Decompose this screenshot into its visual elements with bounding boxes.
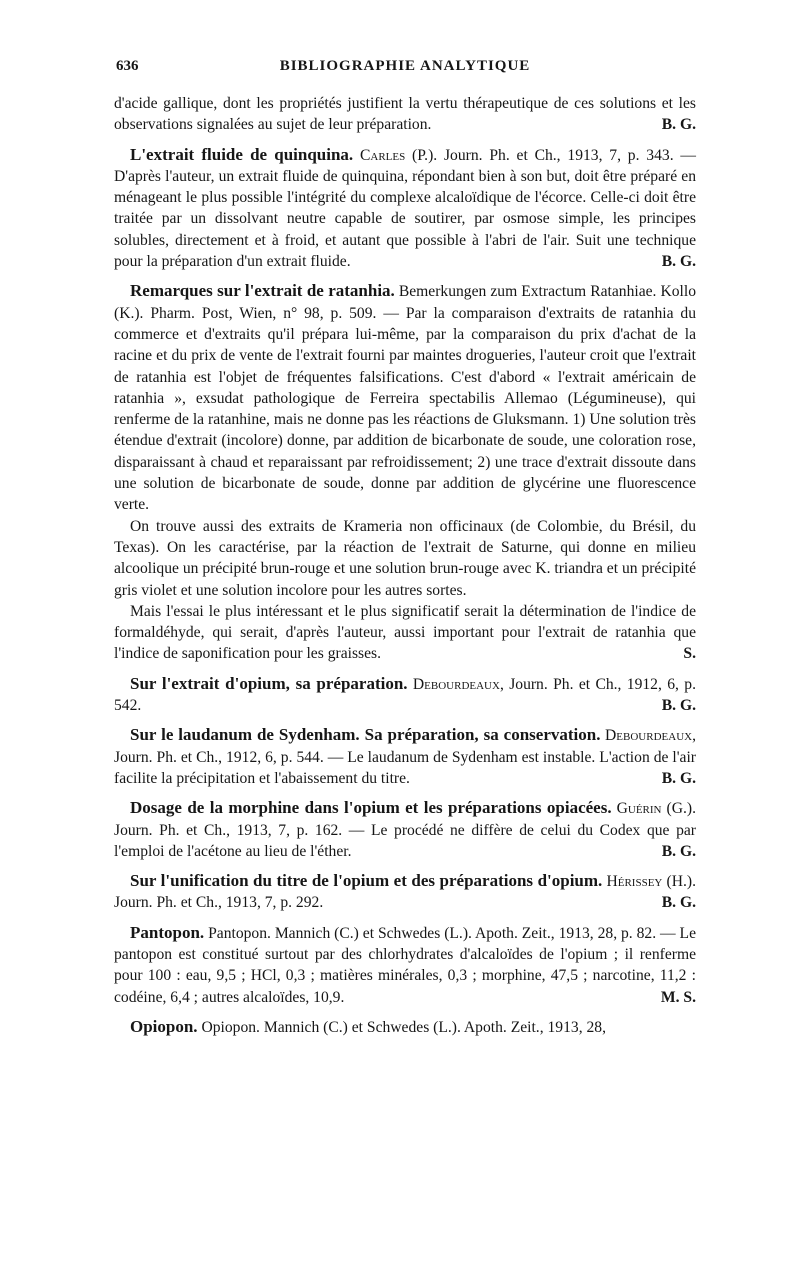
entry-laudanum-sydenham <box>114 724 696 789</box>
paragraph-text: Journ. Ph. et Ch., 1913, 7, p. 162. — Le procédé ne diffère de celui du Codex que par l'emploi de l'acétone au lieu de l'éther. <box>114 821 696 860</box>
entry-pantopon <box>114 922 696 1008</box>
paragraph-text: Bemerkungen zum Extractum Ratanhiae. Kollo (K.). Pharm. Post, Wien, n° 98, p. 509. — Par la comparaison d'extraits de ratanhia du commerce et d'extraits qu'il prépara lui-même, par la comparaison du prix d'achat de la racine et du prix de vente de l'extrait fourni par maintes drogueries, l'auteur croit que l'extrait de ratanhia est l'objet de fréquentes falsifications. C'est d'abord « l'extrait américain de ratanhia », exsudat pathologique de Ferreira spectabilis Allemao (Légumineuse), qui renferme de la ratanhine, mais ne donne pas les réactions de Gluksmann. 1) Une solution très étendue d'extrait (incolore) donne, par addition de bicarbonate de soude, une coloration rose, disparaissant à chaud et reparaissant par refroidissement; 2) une trace d'extrait dissoute dans une solution de bicarbonate de soude, donne par addition de glycérine une fluorescence verte. <box>114 283 696 514</box>
signature: B. G. <box>661 894 696 912</box>
entry-author: Guérin (G.). <box>616 800 696 818</box>
entry-extrait-quinquina <box>114 144 696 273</box>
entry-extrait-opium <box>114 673 696 717</box>
page-header <box>116 58 694 82</box>
entry-title: L'extrait fluide de quinquina. <box>130 144 354 164</box>
signature: M. S. <box>660 988 696 1006</box>
page-number: 636 <box>116 58 139 74</box>
signature: B. G. <box>661 116 696 134</box>
paragraph-text: On trouve aussi des extraits de Krameria non officinaux (de Colombie, du Brésil, du Texas). On les caractérise, par la réaction de l'extrait de Saturne, qui donne en milieu alcoolique un précipité brun-rouge et une solution brun-rouge avec K. triandra et un précipité gris violet et une solution incolore pour les autres sortes. <box>114 517 696 599</box>
entry-unification-opium <box>114 870 696 914</box>
entry-title: Sur l'extrait d'opium, sa préparation. <box>130 673 408 693</box>
paragraph-text: Journ. Ph. et Ch., 1912, 6, p. 542. <box>114 675 696 715</box>
paragraph-text: Mais l'essai le plus intéressant et le plus significatif serait la détermination de l'indice de formaldéhyde, qui serait, d'après l'auteur, aussi important pour l'extrait de ratanhia que l'indice de saponification pour les graisses. <box>114 602 696 663</box>
entry-title: Sur le laudanum de Sydenham. Sa préparation, sa conservation. <box>130 725 601 745</box>
article-body <box>114 93 696 1046</box>
entry-extrait-ratanhia <box>114 280 696 664</box>
entry-author: Debourdeaux, <box>412 675 504 693</box>
paragraph-text: Pantopon. Mannich (C.) et Schwedes (L.). Apoth. Zeit., 1913, 28, p. 82. — Le pantopon est constitué surtout par des chlorhydrates d'alcaloïdes de l'opium ; il renferme pour 100 : eau, 9,5 ; HCl, 0,3 ; matières minérales, 0,3 ; morphine, 47,5 ; narcotine, 11,2 : codéine, 6,4 ; autres alcaloïdes, 10,9. <box>114 924 696 1006</box>
entry-title: Opiopon. <box>130 1016 198 1036</box>
entry-author: Debourdeaux, <box>605 727 696 745</box>
signature: B. G. <box>661 842 696 860</box>
signature: B. G. <box>661 697 696 715</box>
running-title: BIBLIOGRAPHIE ANALYTIQUE <box>279 58 531 74</box>
entry-title: Pantopon. <box>130 922 205 942</box>
entry-continuation <box>114 93 696 136</box>
entry-dosage-morphine <box>114 797 696 862</box>
paragraph-text: Journ. Ph. et Ch., 1913, 7, p. 292. <box>114 894 324 912</box>
entry-title: Remarques sur l'extrait de ratanhia. <box>130 281 395 301</box>
entry-title: Sur l'unification du titre de l'opium et des préparations d'opium. <box>130 871 603 891</box>
signature: S. <box>683 645 696 663</box>
entry-author: Hérissey (H.). <box>606 873 696 891</box>
signature: B. G. <box>661 253 696 271</box>
entry-opiopon <box>114 1016 696 1038</box>
paragraph-text: Journ. Ph. et Ch., 1913, 7, p. 343. — D'après l'auteur, un extrait fluide de quinquina, répondant bien à son but, doit être préparé en ménageant le plus possible l'intégrité du complexe alcaloïdique de l'écorce. Celle-ci doit être traitée par un dissolvant neutre capable de soutirer, par osmose simple, les principes solubles, directement et à froid, et autant que possible à l'abri de l'air. Suit une technique pour la préparation d'un extrait fluide. <box>114 146 696 271</box>
paragraph-text: Journ. Ph. et Ch., 1912, 6, p. 544. — Le laudanum de Sydenham est instable. L'action de l'air facilite la précipitation et l'abaissement du titre. <box>114 748 696 787</box>
paragraph-text: d'acide gallique, dont les propriétés justifient la vertu thérapeutique de ces solutions et les observations signalées au sujet de leur préparation. <box>114 95 696 134</box>
paragraph-text: Opiopon. Mannich (C.) et Schwedes (L.). Apoth. Zeit., 1913, 28, <box>201 1018 606 1036</box>
entry-author: Carles (P.). <box>359 146 438 164</box>
signature: B. G. <box>661 769 696 787</box>
entry-title: Dosage de la morphine dans l'opium et les préparations opiacées. <box>130 798 612 818</box>
